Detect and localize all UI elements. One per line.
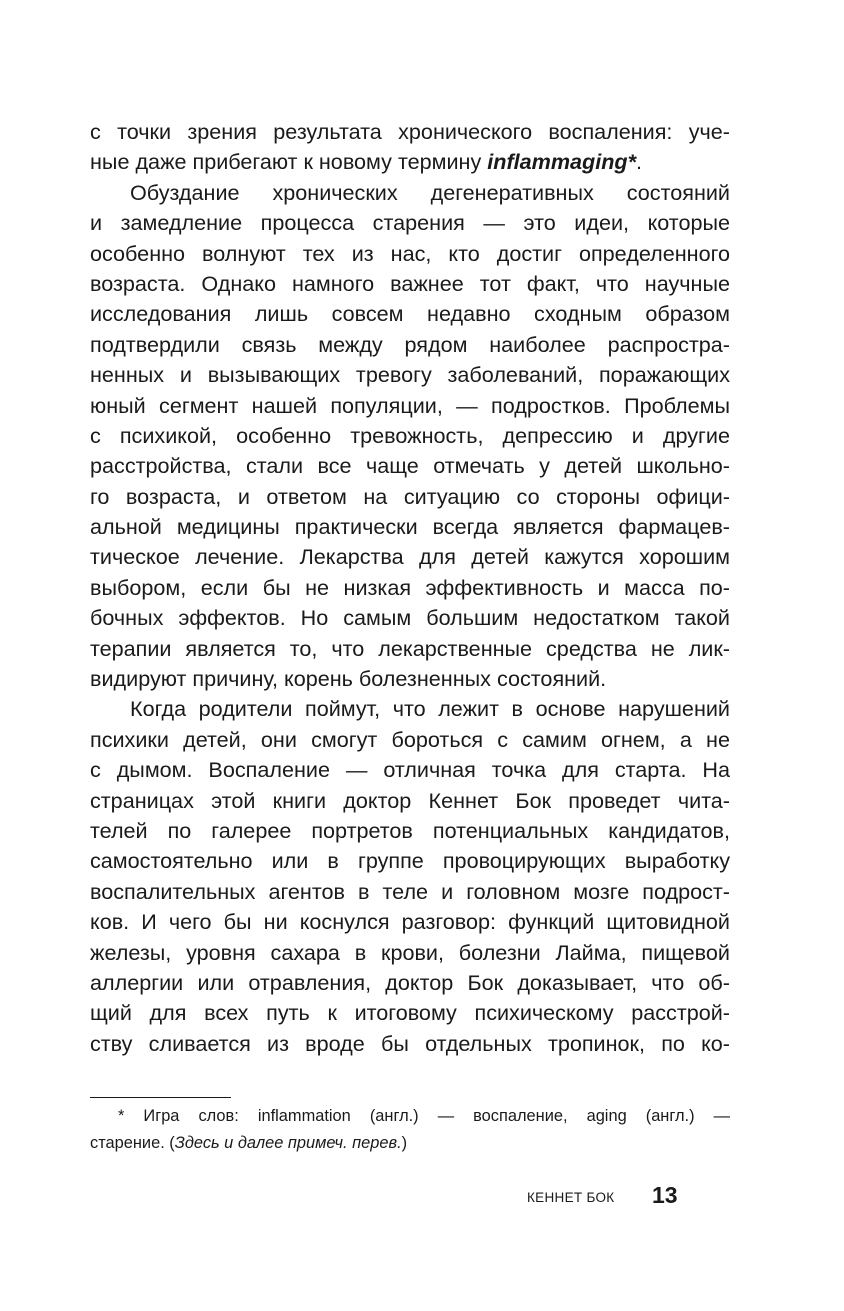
body-line: страницах этой книги доктор Кеннет Бок проведет чита- (90, 787, 730, 813)
body-line: исследования лишь совсем недавно сходным образом (90, 301, 730, 327)
body-line: тическое лечение. Лекарства для детей кажутся хорошим (90, 544, 730, 570)
body-line: психики детей, они смогут бороться с самим огнем, а не (90, 726, 730, 752)
body-line: ненных и вызывающих тревогу заболеваний, поражающих (90, 362, 730, 388)
body-line: и замедление процесса старения — это идеи, которые (90, 210, 730, 236)
emphasis-term: inflammaging* (487, 149, 637, 175)
footnote-rule (90, 1097, 231, 1098)
body-line (90, 147, 730, 177)
footnote-line (90, 1130, 730, 1157)
body-line: самостоятельно или в группе провоцирующих выработку (90, 848, 730, 874)
body-text (90, 117, 730, 1059)
body-line: с психикой, особенно тревожность, депрессию и другие (90, 422, 730, 448)
footnote (90, 1103, 730, 1157)
body-line: го возраста, и ответом на ситуацию со стороны офици- (90, 483, 730, 509)
body-line: юный сегмент нашей популяции, — подростков. Проблемы (90, 392, 730, 418)
body-line: возраста. Однако намного важнее тот факт, что научные (90, 270, 730, 296)
body-line: ков. И чего бы ни коснулся разговор: функций щитовидной (90, 909, 730, 935)
running-head: КЕННЕТ БОК (527, 1190, 615, 1205)
body-line: с дымом. Воспаление — отличная точка для старта. На (90, 757, 730, 783)
body-line: видируют причину, корень болезненных состояний. (90, 666, 607, 692)
paragraph-first-line: Когда родители поймут, что лежит в основе нарушений (130, 696, 730, 722)
body-line: воспалительных агентов в теле и головном мозге подрост- (90, 878, 730, 904)
body-line: альной медицины практически всегда является фармацев- (90, 514, 730, 540)
body-line: выбором, если бы не низкая эффективность и масса по- (90, 574, 730, 600)
emphasis-tail: . (636, 149, 643, 175)
body-line: аллергии или отравления, доктор Бок доказывает, что об- (90, 969, 730, 995)
body-line: с точки зрения результата хронического воспаления: уче- (90, 119, 730, 144)
body-line: щий для всех путь к итоговому психическому расстрой- (90, 1000, 730, 1026)
footnote-line: * Игра слов: inflammation (англ.) — воспаление, aging (англ.) — (118, 1107, 730, 1125)
body-line: подтвердили связь между рядом наиболее распростра- (90, 331, 730, 357)
body-line: ству сливается из вроде бы отдельных тропинок, по ко- (90, 1030, 730, 1056)
footnote-text: ) (401, 1134, 408, 1152)
page-number: 13 (652, 1182, 678, 1208)
body-line: телей по галерее портретов потенциальных кандидатов, (90, 817, 730, 843)
body-line: железы, уровня сахара в крови, болезни Лайма, пищевой (90, 939, 730, 965)
footnote-text: старение. ( (90, 1134, 175, 1152)
body-line: расстройства, стали все чаще отмечать у детей школьно- (90, 453, 730, 479)
footnote-italic-note: Здесь и далее примеч. перев. (174, 1134, 402, 1152)
body-line-text: ные даже прибегают к новому термину (90, 149, 488, 175)
body-line: бочных эффектов. Но самым большим недостатком такой (90, 605, 730, 631)
paragraph-first-line: Обуздание хронических дегенеративных состояний (130, 179, 730, 205)
body-line: особенно волнуют тех из нас, кто достиг определенного (90, 240, 730, 266)
body-line: терапии является то, что лекарственные средства не лик- (90, 635, 730, 661)
